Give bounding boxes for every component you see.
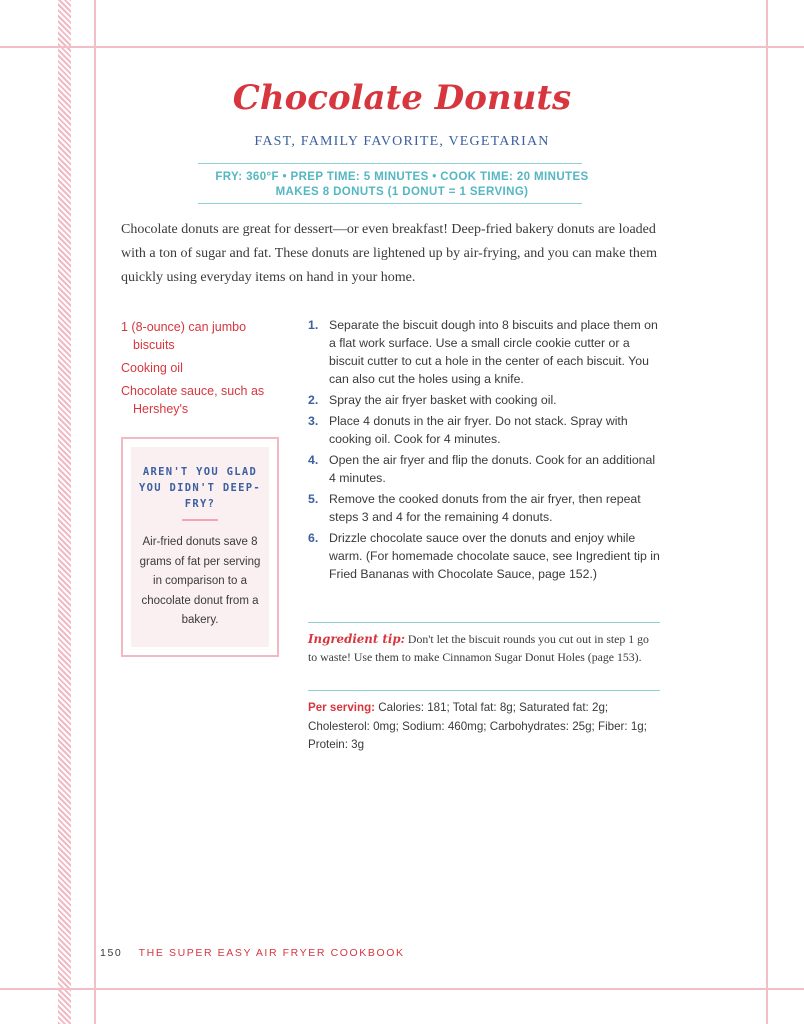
step-number: 5. <box>308 492 319 506</box>
nutrition-text: Calories: 181; Total fat: 8g; Saturated fat: 2g; Cholesterol: 0mg; Sodium: 460mg; Carbohydrates: 25g; Fiber: 1g; Protein: 3g <box>308 701 647 751</box>
margin-line-top <box>0 46 804 48</box>
instruction-step <box>308 316 660 388</box>
step-text: Separate the biscuit dough into 8 biscuits and place them on a flat work surface. Use a small circle cookie cutter or a biscuit cutter to cut a hole in the center of each biscuit. You can also cut the holes using a knife. <box>329 318 658 386</box>
ingredient-item: 1 (8-ounce) can jumbo biscuits <box>121 320 247 352</box>
tip-text: Don't let the biscuit rounds you cut out in step 1 go to waste! Use them to make Cinnamon Sugar Donut Holes (page 153). <box>308 632 649 664</box>
instruction-step <box>308 490 660 526</box>
step-number: 3. <box>308 414 319 428</box>
ingredients-list <box>121 318 291 423</box>
step-text: Spray the air fryer basket with cooking oil. <box>329 393 557 407</box>
tip-top-rule <box>308 622 660 623</box>
step-text: Drizzle chocolate sauce over the donuts and enjoy while warm. (For homemade chocolate sauce, see Ingredient tip in Fried Bananas with Chocolate Sauce, page 152.) <box>329 531 660 581</box>
nutrition-top-rule <box>308 690 660 691</box>
ingredient-item: Chocolate sauce, such as Hershey's <box>121 384 265 416</box>
meta-bottom-rule <box>198 203 582 204</box>
step-number: 2. <box>308 393 319 407</box>
step-text: Open the air fryer and flip the donuts. Cook for an additional 4 minutes. <box>329 453 656 485</box>
margin-line-right <box>766 0 768 1024</box>
instruction-step <box>308 412 660 448</box>
step-number: 4. <box>308 453 319 467</box>
sidebar-divider <box>182 519 218 521</box>
meta-cooking-times: FRY: 360°F • PREP TIME: 5 MINUTES • COOK TIME: 20 MINUTES <box>215 171 589 183</box>
tip-label: Ingredient tip: <box>308 632 405 646</box>
meta-top-rule <box>198 163 582 164</box>
sidebar-text: Air-fried donuts save 8 grams of fat per serving in comparison to a chocolate donut from a bakery. <box>139 536 261 626</box>
instruction-step <box>308 391 660 409</box>
instruction-step <box>308 451 660 487</box>
nutrition-info <box>308 699 660 755</box>
ingredient-tip <box>308 630 660 666</box>
sidebar-title: AREN'T YOU GLAD YOU DIDN'T DEEP-FRY? <box>139 466 261 510</box>
page-number: 150 <box>100 947 123 959</box>
recipe-intro: Chocolate donuts are great for dessert—or even breakfast! Deep-fried bakery donuts are loaded with a ton of sugar and fat. These donuts are lightened up by air-frying, and you can make them quickly using everyday items on hand in your home. <box>121 222 657 285</box>
recipe-title: Chocolate Donuts <box>232 78 572 118</box>
meta-yield: MAKES 8 DONUTS (1 DONUT = 1 SERVING) <box>275 186 529 198</box>
sidebar-panel <box>131 447 269 647</box>
margin-line-left <box>94 0 96 1024</box>
book-title: THE SUPER EASY AIR FRYER COOKBOOK <box>138 947 405 959</box>
margin-line-bottom <box>0 988 804 990</box>
nutrition-label: Per serving: <box>308 701 376 714</box>
step-number: 1. <box>308 318 319 332</box>
ingredient-item: Cooking oil <box>121 361 183 375</box>
tip-sidebar-box <box>121 437 279 657</box>
instructions-list <box>308 316 660 586</box>
decorative-stripe-border <box>58 0 71 1024</box>
instruction-step <box>308 529 660 583</box>
recipe-meta <box>0 170 804 200</box>
step-text: Place 4 donuts in the air fryer. Do not stack. Spray with cooking oil. Cook for 4 minutes. <box>329 414 628 446</box>
page-footer <box>100 947 405 959</box>
step-text: Remove the cooked donuts from the air fryer, then repeat steps 3 and 4 for the remaining 4 donuts. <box>329 492 641 524</box>
step-number: 6. <box>308 531 319 545</box>
recipe-tags: FAST, FAMILY FAVORITE, VEGETARIAN <box>254 134 550 149</box>
